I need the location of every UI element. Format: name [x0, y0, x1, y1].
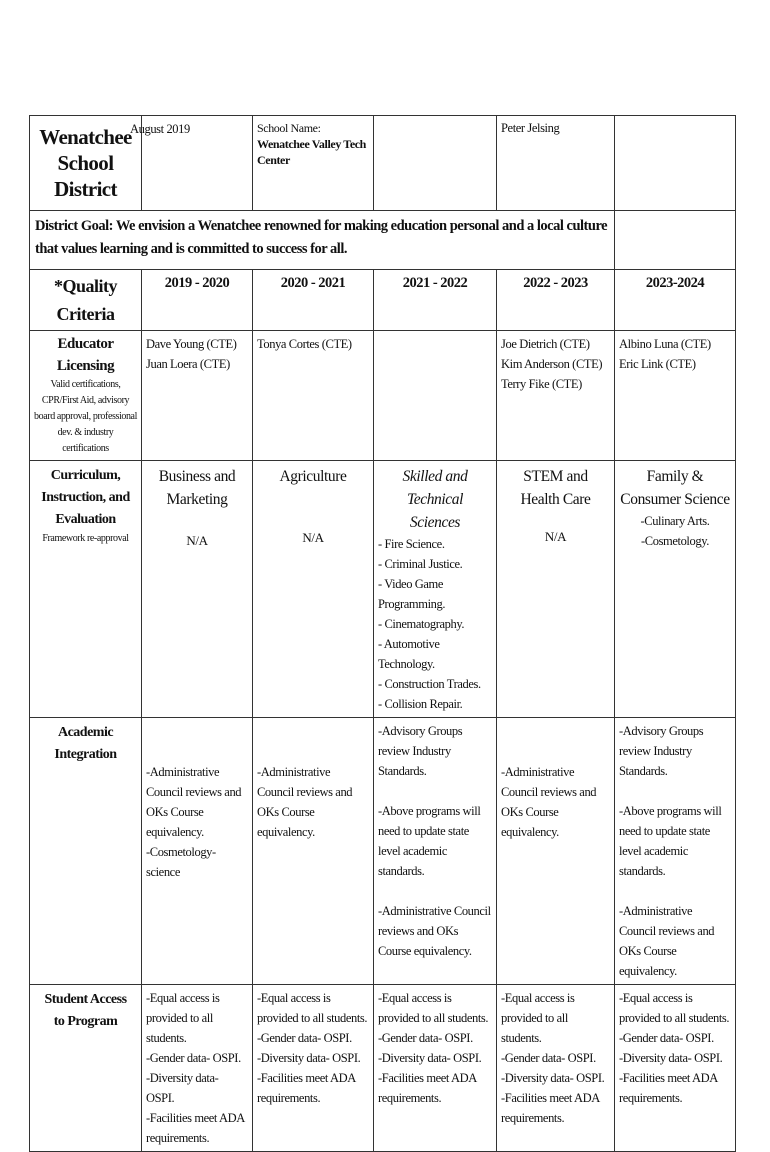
goal-blank-cell	[615, 211, 736, 270]
year-header-row	[30, 270, 736, 331]
program-name: STEM and Health Care	[520, 468, 591, 508]
curriculum-cell	[615, 461, 736, 718]
blank-header-cell-2	[615, 116, 736, 211]
academic-text: -Administrative Council reviews and OKs Course equivalency.	[257, 765, 353, 839]
licensing-title: Educator Licensing	[56, 336, 115, 374]
access-text: -Diversity data- OSPI.	[619, 1051, 723, 1065]
licensing-note: Valid certifications, CPR/First Aid, advisory board approval, professional dev. & industry certifications	[34, 379, 137, 454]
program-item: - Fire Science.	[378, 537, 445, 551]
academic-row	[30, 718, 736, 985]
na-label: N/A	[302, 530, 324, 545]
program-name: Family & Consumer Science	[620, 468, 730, 508]
year-header: 2020 - 2021	[253, 270, 374, 331]
access-text: -Diversity data- OSPI.	[257, 1051, 361, 1065]
district-name: Wenatchee School District	[30, 116, 142, 211]
access-text: -Facilities meet ADA requirements.	[619, 1071, 718, 1105]
academic-text: -Administrative Council reviews and OKs Course equivalency.	[619, 904, 715, 978]
staff-name: Juan Loera (CTE)	[146, 357, 230, 371]
academic-cell	[253, 718, 374, 985]
staff-name: Albino Luna (CTE)	[619, 337, 711, 351]
access-text: -Equal access is provided to all students.	[257, 991, 368, 1025]
program-item: - Automotive Technology.	[378, 637, 440, 671]
access-cell	[374, 985, 497, 1152]
licensing-row	[30, 331, 736, 461]
na-label: N/A	[544, 529, 567, 544]
staff-name: Dave Young (CTE)	[146, 337, 237, 351]
access-text: -Equal access is provided to all students.	[501, 991, 575, 1045]
quality-criteria-heading: *Quality Criteria	[30, 270, 142, 331]
program-item: - Collision Repair.	[378, 697, 463, 711]
licensing-heading	[30, 331, 142, 461]
program-name: Business and Marketing	[158, 468, 236, 508]
date-cell: August 2019	[126, 116, 237, 211]
program-item: -Cosmetology.	[641, 534, 709, 548]
staff-name: Tonya Cortes (CTE)	[257, 337, 352, 351]
access-text: -Diversity data- OSPI.	[378, 1051, 482, 1065]
academic-text: -Administrative Council reviews and OKs Course equivalency.	[378, 904, 491, 958]
access-cell	[615, 985, 736, 1152]
academic-text: -Advisory Groups review Industry Standards.	[378, 724, 463, 778]
academic-cell	[497, 718, 615, 985]
year-header: 2022 - 2023	[497, 270, 615, 331]
school-cell	[253, 116, 374, 211]
school-name: Wenatchee Valley Tech Center	[257, 137, 366, 167]
curriculum-note: Framework re-approval	[42, 533, 129, 544]
access-cell	[497, 985, 615, 1152]
program-item: - Cinematography.	[378, 617, 465, 631]
curriculum-title: Curriculum, Instruction, and Evaluation	[41, 468, 130, 527]
access-text: -Facilities meet ADA requirements.	[257, 1071, 356, 1105]
program-item: -Culinary Arts.	[640, 514, 710, 528]
access-text: -Equal access is provided to all students.	[146, 991, 220, 1045]
access-text: -Facilities meet ADA requirements.	[378, 1071, 477, 1105]
curriculum-cell	[253, 461, 374, 718]
academic-heading: Academic Integration	[30, 718, 142, 985]
curriculum-cell	[374, 461, 497, 718]
access-text: -Diversity data- OSPI.	[501, 1071, 605, 1085]
staff-name: Terry Fike (CTE)	[501, 377, 582, 391]
access-row	[30, 985, 736, 1152]
access-text: -Equal access is provided to all students.	[378, 991, 489, 1025]
access-heading: Student Access to Program	[30, 985, 142, 1152]
program-item: - Video Game Programming.	[378, 577, 446, 611]
curriculum-cell	[497, 461, 615, 718]
licensing-cell	[142, 331, 253, 461]
access-text: -Facilities meet ADA requirements.	[501, 1091, 600, 1125]
goal-row	[30, 211, 736, 270]
access-text: -Equal access is provided to all students.	[619, 991, 730, 1025]
academic-text: -Advisory Groups review Industry Standards.	[619, 724, 704, 778]
program-item: - Construction Trades.	[378, 677, 481, 691]
licensing-cell	[374, 331, 497, 461]
academic-text: -Cosmetology- science	[146, 845, 216, 879]
academic-text: -Above programs will need to update state level academic standards.	[619, 804, 722, 878]
na-label: N/A	[186, 533, 208, 548]
academic-text: -Above programs will need to update state level academic standards.	[378, 804, 481, 878]
contact-cell: Peter Jelsing	[497, 116, 615, 211]
year-header: 2019 - 2020	[142, 270, 253, 331]
licensing-cell	[615, 331, 736, 461]
academic-cell	[142, 718, 253, 985]
licensing-cell	[497, 331, 615, 461]
licensing-cell	[253, 331, 374, 461]
access-text: -Gender data- OSPI.	[619, 1031, 714, 1045]
blank-header-cell	[374, 116, 497, 211]
access-text: -Gender data- OSPI.	[501, 1051, 596, 1065]
program-name: Skilled and Technical Sciences	[402, 468, 468, 531]
curriculum-row	[30, 461, 736, 718]
access-text: -Facilities meet ADA requirements.	[146, 1111, 245, 1145]
access-text: -Gender data- OSPI.	[378, 1031, 473, 1045]
header-row	[30, 116, 736, 211]
school-label: School Name:	[257, 121, 321, 135]
academic-cell	[374, 718, 497, 985]
year-header: 2021 - 2022	[374, 270, 497, 331]
access-text: -Gender data- OSPI.	[146, 1051, 241, 1065]
academic-text: -Administrative Council reviews and OKs Course equivalency.	[146, 765, 242, 839]
staff-name: Kim Anderson (CTE)	[501, 357, 603, 371]
staff-name: Joe Dietrich (CTE)	[501, 337, 590, 351]
quality-criteria-table	[29, 115, 736, 1152]
academic-text: -Administrative Council reviews and OKs Course equivalency.	[501, 765, 597, 839]
access-cell	[253, 985, 374, 1152]
access-text: -Gender data- OSPI.	[257, 1031, 352, 1045]
access-cell	[142, 985, 253, 1152]
academic-cell	[615, 718, 736, 985]
curriculum-cell	[142, 461, 253, 718]
district-goal: District Goal: We envision a Wenatchee renowned for making education personal and a local culture that values learning and is committed to success for all.	[30, 211, 615, 270]
program-item: - Criminal Justice.	[378, 557, 463, 571]
year-header: 2023-2024	[615, 270, 736, 331]
program-name: Agriculture	[279, 468, 347, 485]
curriculum-heading	[30, 461, 142, 718]
staff-name: Eric Link (CTE)	[619, 357, 696, 371]
access-text: -Diversity data- OSPI.	[146, 1071, 219, 1105]
